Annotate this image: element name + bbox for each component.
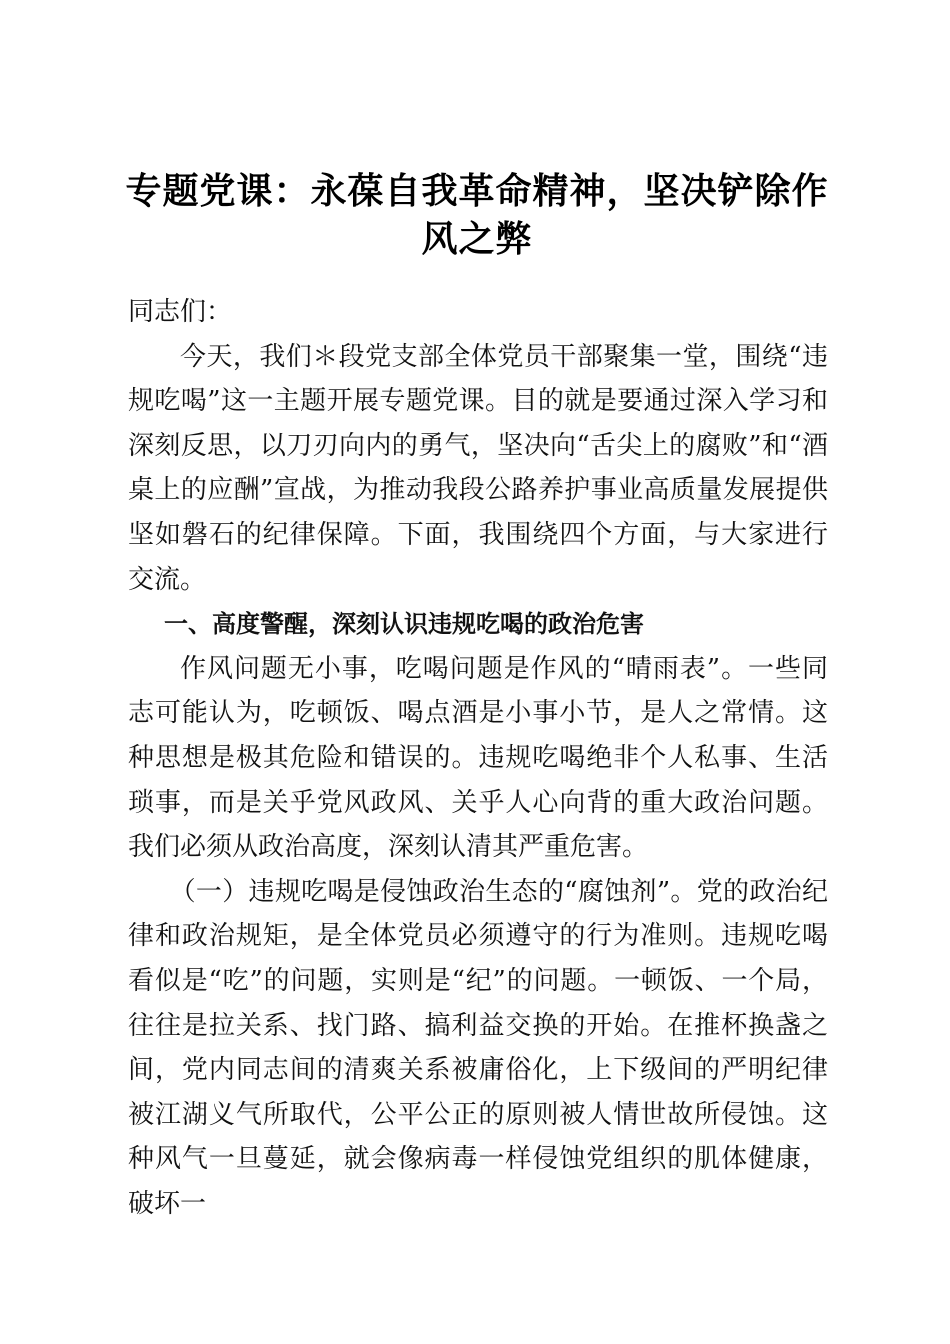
section-1-paragraph: 作风问题无小事，吃喝问题是作风的“晴雨表”。一些同志可能认为，吃顿饭、喝点酒是小事小节，是人之常情。这种思想是极其危险和错误的。违规吃喝绝非个人私事、生活琐事，而是关乎党风政风、关乎人心向背的重大政治问题。我们必须从政治高度，深刻认清其严重危害。 <box>128 653 828 863</box>
section-heading-1: 一、高度警醒，深刻认识违规吃喝的政治危害 <box>164 610 644 639</box>
document-body <box>128 290 828 1226</box>
document-title: 专题党课：永葆自我革命精神，坚决铲除作风之弊 <box>125 171 829 260</box>
intro-paragraph: 今天，我们＊段党支部全体党员干部聚集一堂，围绕“违规吃喝”这一主题开展专题党课。目的就是要通过深入学习和深刻反思，以刀刃向内的勇气，坚决向“舌尖上的腐败”和“酒桌上的应酬”宣战，为推动我段公路养护事业高质量发展提供坚如磐石的纪律保障。下面，我围绕四个方面，与大家进行交流。 <box>128 341 828 595</box>
subsection-1-paragraph: （一）违规吃喝是侵蚀政治生态的“腐蚀剂”。党的政治纪律和政治规矩，是全体党员必须遵守的行为准则。违规吃喝看似是“吃”的问题，实则是“纪”的问题。一顿饭、一个局，往往是拉关系、找门路、搞利益交换的开始。在推杯换盏之间，党内同志间的清爽关系被庸俗化，上下级间的严明纪律被江湖义气所取代，公平公正的原则被人情世故所侵蚀。这种风气一旦蔓延，就会像病毒一样侵蚀党组织的肌体健康，破坏一 <box>128 876 828 1219</box>
salutation: 同志们： <box>128 297 233 327</box>
